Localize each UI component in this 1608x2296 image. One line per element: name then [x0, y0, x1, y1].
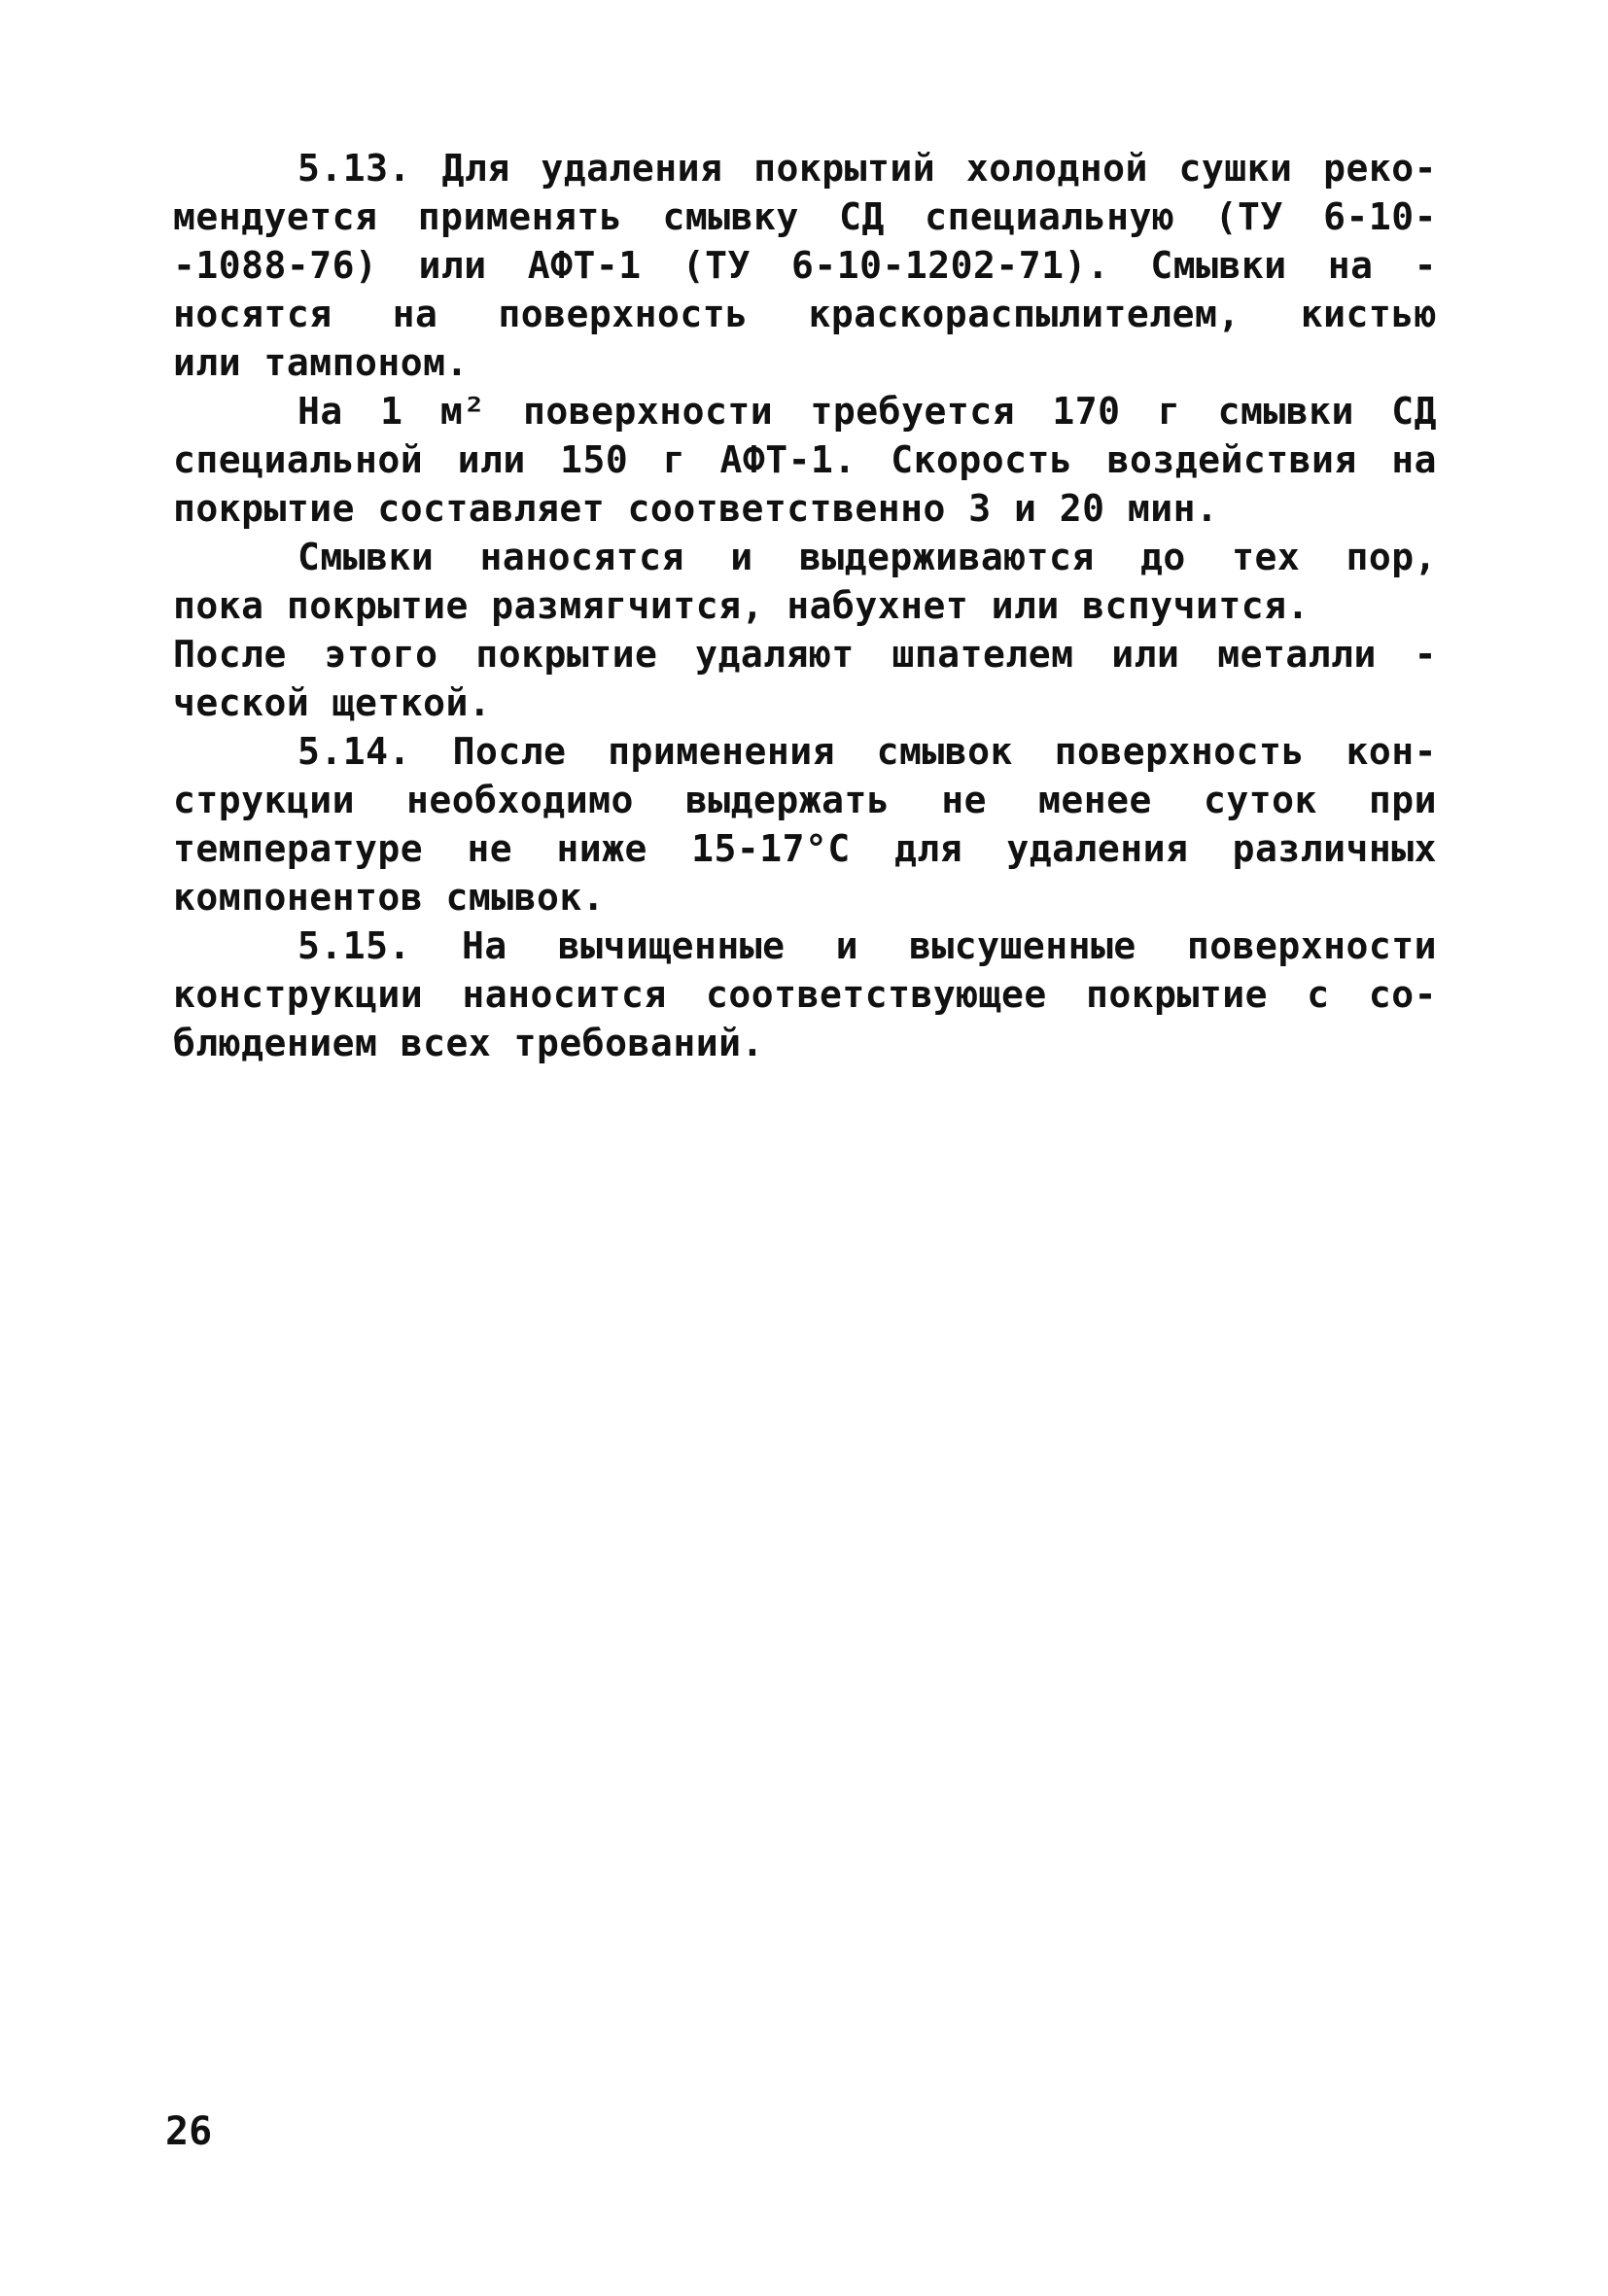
- text-line-18: конструкции наносится соответствующее покрытие с со-: [173, 973, 1437, 1016]
- text-line-19: блюдением всех требований.: [173, 1022, 764, 1064]
- page-number: 26: [165, 2109, 213, 2154]
- text-line-3: -1088-76) или АФТ-1 (ТУ 6-10-1202-71). Смывки на -: [173, 244, 1437, 287]
- text-line-11: После этого покрытие удаляют шпателем или металли -: [173, 633, 1437, 676]
- text-line-6: На 1 м² поверхности требуется 170 г смывки СД: [297, 390, 1437, 433]
- text-line-8: покрытие составляет соответственно 3 и 20 мин.: [173, 487, 1219, 530]
- text-line-12: ческой щеткой.: [173, 681, 492, 724]
- text-line-17: 5.15. На вычищенные и высушенные поверхности: [297, 924, 1437, 967]
- text-line-10: пока покрытие размягчится, набухнет или вспучится.: [173, 584, 1310, 627]
- text-line-14: струкции необходимо выдержать не менее суток при: [173, 779, 1437, 821]
- text-line-13: 5.14. После применения смывок поверхность кон-: [297, 730, 1437, 773]
- text-line-4: носятся на поверхность краскораспылителем, кистью: [173, 293, 1437, 335]
- text-line-2: мендуется применять смывку СД специальную (ТУ 6-10-: [173, 195, 1437, 238]
- text-line-15: температуре не ниже 15-17°С для удаления различных: [173, 827, 1437, 870]
- text-line-7: специальной или 150 г АФТ-1. Скорость воздействия на: [173, 438, 1437, 481]
- text-line-5: или тампоном.: [173, 341, 469, 384]
- text-line-16: компонентов смывок.: [173, 876, 606, 919]
- text-line-1: 5.13. Для удаления покрытий холодной сушки реко-: [297, 147, 1437, 190]
- text-line-9: Смывки наносятся и выдерживаются до тех пор,: [297, 536, 1437, 578]
- body-text: [173, 144, 1437, 1067]
